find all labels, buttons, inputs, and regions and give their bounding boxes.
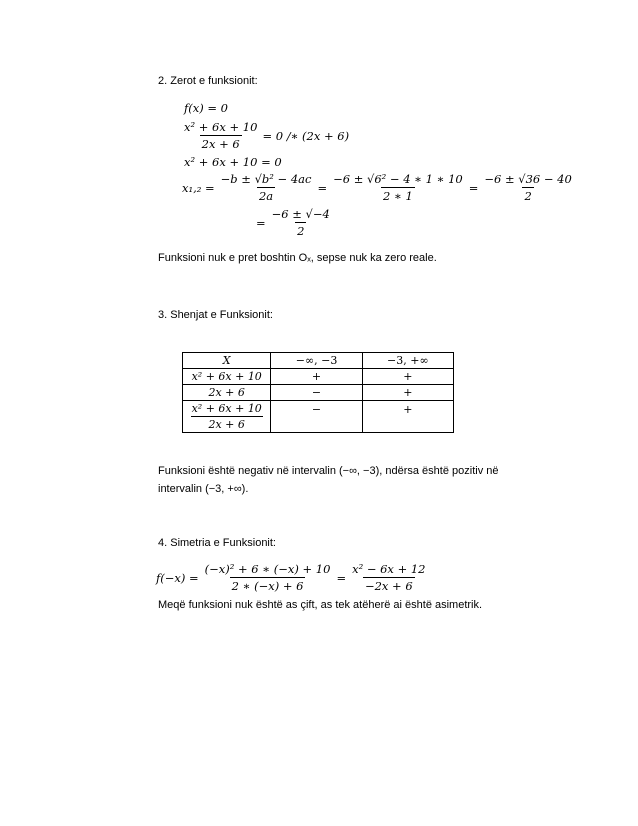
table-header-x: X [183,353,271,369]
symmetry-f1-num: (−x)² + 6 ∗ (−x) + 10 [204,562,331,576]
eq-quadratic: x² + 6x + 10 = 0 [184,155,282,169]
table-row [183,385,454,401]
section-2-conclusion: Funksioni nuk e pret boshtin Oₓ, sepse nuk ka zero reale. [158,252,437,264]
roots-f2-den: 2 ∗ 1 [383,189,413,203]
symmetry-equals: = [336,570,347,585]
eq-f-equals-zero: f(x) = 0 [184,101,228,115]
table-cell: + [362,369,453,385]
roots-f3-num: −6 ± √36 − 40 [484,172,572,186]
table-cell: − [271,385,362,401]
roots-f4-den: 2 [297,224,305,238]
eq-fraction-equals-zero [182,120,349,151]
eq2-denominator: 2x + 6 [201,137,240,151]
section-2-heading: 2. Zerot e funksionit: [158,75,258,87]
eq-roots-formula: x₁,₂ = $\frac{\text{−b ± √b² − 4ac}}{2a}$ = $\frac{\text{−6 ± √6² − 4 ∗ 1 ∗ 10}}{2 ∗ 1}$ = $\frac{-6 \pm √36 - 40}{2}$ [182,172,572,203]
symmetry-f2-den: −2x + 6 [364,579,413,593]
section-3-conclusion-line-1: Funksioni është negativ në intervalin (−∞, −3), ndërsa është pozitiv në [158,465,499,477]
table-cell: + [362,401,453,433]
section-4-conclusion: Meqë funksioni nuk është as çift, as tek atëherë ai është asimetrik. [158,599,483,611]
roots-f1-num: −b ± √b² − 4ac [220,172,312,186]
table-row [183,353,454,369]
eq-symmetry [156,562,428,593]
eq2-rhs: = 0 /∗ (2x + 6) [262,128,350,143]
roots-f4-num: −6 ± √−4 [271,207,330,221]
roots-f3-den: 2 [524,189,532,203]
section-4-heading: 4. Simetria e Funksionit: [158,537,276,549]
symmetry-lhs: f(−x) = [156,570,199,585]
table-row-label: 2x + 6 [183,385,271,401]
table-header-interval-2: −3, +∞ [362,353,453,369]
roots-f2-num: −6 ± √6² − 4 ∗ 1 ∗ 10 [333,172,463,186]
section-3-conclusion-line-2: intervalin (−3, +∞). [158,483,249,495]
symmetry-f2-num: x² − 6x + 12 [352,562,426,576]
table-row-label-fraction [183,401,271,433]
table-row [183,401,454,433]
eq-roots-simplified: = $\frac{-6 \pm √-4}{2}$ [256,207,330,238]
fraction-numerator: x² + 6x + 10 [191,402,262,415]
sign-table [182,352,454,433]
roots-lhs: x₁,₂ = [182,180,215,195]
table-header-interval-1: −∞, −3 [271,353,362,369]
table-row-label: x² + 6x + 10 [183,369,271,385]
symmetry-f1-den: 2 ∗ (−x) + 6 [231,579,304,593]
table-row [183,369,454,385]
section-3-heading: 3. Shenjat e Funksionit: [158,309,273,321]
fraction-denominator: 2x + 6 [191,416,263,432]
table-cell: − [271,401,362,433]
table-cell: + [362,385,453,401]
table-cell: + [271,369,362,385]
roots-f1-den: 2a [258,189,274,203]
eq2-numerator: x² + 6x + 10 [184,120,258,134]
